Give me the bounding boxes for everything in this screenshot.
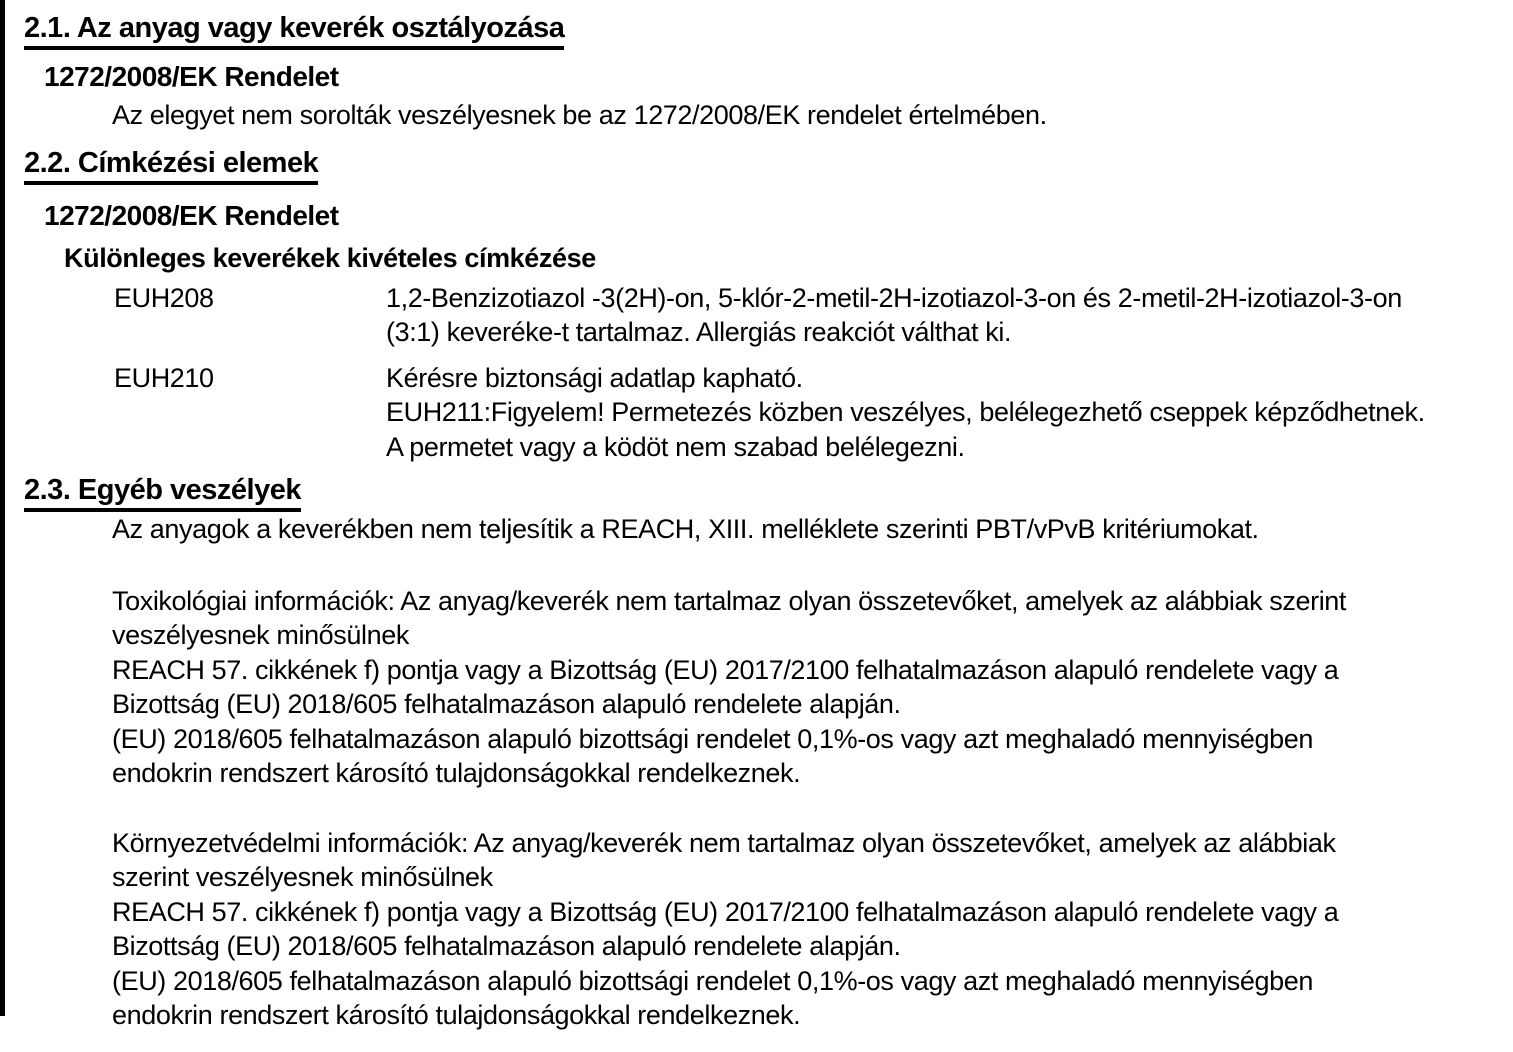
euh208-code: EUH208	[114, 282, 214, 313]
environment-line: Környezetvédelmi információk: Az anyag/keverék nem tartalmaz olyan összetevőket, amelyek az alábbiak	[112, 827, 1336, 858]
section-2-1-heading	[0, 12, 1513, 50]
euh208-text-line: (3:1) keveréke-t tartalmaz. Allergiás reakciót válthat ki.	[386, 317, 1012, 347]
environment-line: REACH 57. cikkének f) pontja vagy a Bizottság (EU) 2017/2100 felhatalmazáson alapuló rendelete vagy a	[112, 896, 1339, 927]
special-labelling-heading: Különleges keverékek kivételes címkézése	[64, 242, 596, 273]
euh210-text-line: Kérésre biztonsági adatlap kapható.	[386, 362, 803, 393]
section-2-3-heading-text: 2.3. Egyéb veszélyek	[24, 474, 301, 512]
environment-line: (EU) 2018/605 felhatalmazáson alapuló bizottsági rendelet 0,1%-os vagy azt meghaladó mennyiségben	[112, 965, 1313, 996]
environment-line: endokrin rendszert károsító tulajdonságokkal rendelkeznek.	[112, 1000, 801, 1030]
euh210-code: EUH210	[114, 362, 214, 393]
euh211-text-line: A permetet vagy a ködöt nem szabad belélegezni.	[386, 431, 965, 462]
euh210-text	[386, 361, 1513, 465]
section-2-2-heading	[0, 147, 1513, 185]
environment-paragraph	[0, 826, 1513, 1033]
toxicology-line: REACH 57. cikkének f) pontja vagy a Bizottság (EU) 2017/2100 felhatalmazáson alapuló rendelete vagy a	[112, 654, 1339, 685]
pbt-vpvb-statement: Az anyagok a keverékben nem teljesítik a REACH, XIII. melléklete szerinti PBT/vPvB kritériumokat.	[112, 514, 1259, 544]
euh208-text-line: 1,2-Benzizotiazol -3(2H)-on, 5-klór-2-metil-2H-izotiazol-3-on és 2-metil-2H-izotiazol-3-on	[386, 282, 1402, 313]
toxicology-line: Bizottság (EU) 2018/605 felhatalmazáson alapuló rendelete alapján.	[112, 689, 901, 719]
toxicology-paragraph	[0, 584, 1513, 791]
sds-section-2-document	[0, 12, 1513, 1033]
toxicology-line: veszélyesnek minősülnek	[112, 620, 409, 650]
section-2-2-heading-text: 2.2. Címkézési elemek	[24, 147, 318, 185]
section-2-2-regulation-heading: 1272/2008/EK Rendelet	[44, 199, 339, 231]
section-2-3-heading	[0, 474, 1513, 512]
toxicology-line: Toxikológiai információk: Az anyag/keverék nem tartalmaz olyan összetevőket, amelyek az alábbiak szerint	[112, 585, 1347, 616]
section-2-1-heading-text: 2.1. Az anyag vagy keverék osztályozása	[24, 12, 564, 50]
euh208-text	[386, 281, 1513, 350]
environment-line: szerint veszélyesnek minősülnek	[112, 862, 493, 892]
section-2-1-classification-statement: Az elegyet nem sorolták veszélyesnek be az 1272/2008/EK rendelet értelmében.	[112, 100, 1047, 130]
euh208-row	[0, 281, 1513, 350]
toxicology-line: (EU) 2018/605 felhatalmazáson alapuló bizottsági rendelet 0,1%-os vagy azt meghaladó mennyiségben	[112, 723, 1313, 754]
section-2-1-regulation-heading: 1272/2008/EK Rendelet	[44, 61, 339, 92]
toxicology-line: endokrin rendszert károsító tulajdonságokkal rendelkeznek.	[112, 758, 801, 788]
euh211-text-line: EUH211:Figyelem! Permetezés közben veszélyes, belélegezhető cseppek képződhetnek.	[386, 397, 1425, 427]
euh210-row	[0, 361, 1513, 465]
environment-line: Bizottság (EU) 2018/605 felhatalmazáson alapuló rendelete alapján.	[112, 931, 901, 961]
